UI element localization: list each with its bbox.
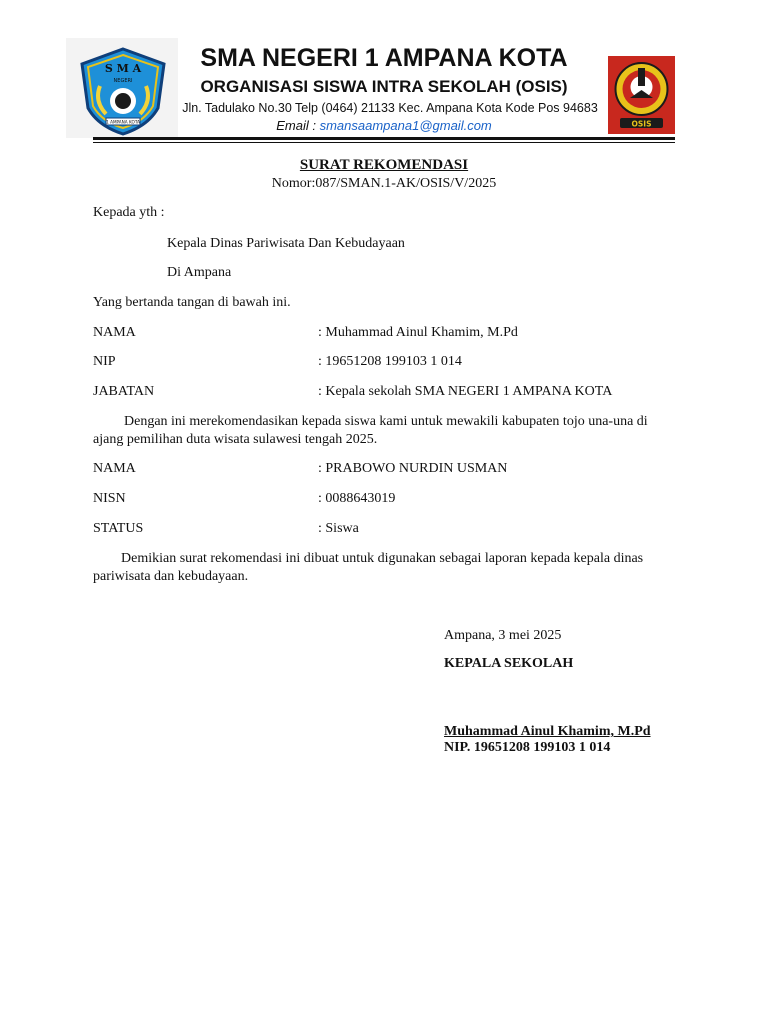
signer-name: Muhammad Ainul Khamim, M.Pd bbox=[444, 724, 651, 739]
school-address: Jln. Tadulako No.30 Telp (0464) 21133 Kec. Ampana Kota Kode Pos 94683 bbox=[182, 101, 598, 115]
header-rule-thin bbox=[93, 142, 675, 143]
osis-logo bbox=[608, 56, 675, 134]
student-field-label: STATUS bbox=[93, 521, 144, 536]
statement-line-2: ajang pemilihan duta wisata sulawesi tengah 2025. bbox=[93, 432, 378, 447]
svg-text:1 AMPANA KOTA: 1 AMPANA KOTA bbox=[106, 119, 140, 125]
organization-name: ORGANISASI SISWA INTRA SEKOLAH (OSIS) bbox=[200, 77, 568, 96]
signer-field-value: : Muhammad Ainul Khamim, M.Pd bbox=[318, 325, 518, 340]
school-name: SMA NEGERI 1 AMPANA KOTA bbox=[200, 44, 568, 72]
svg-text:S M A: S M A bbox=[104, 62, 142, 75]
letter-title: SURAT REKOMENDASI bbox=[299, 157, 469, 173]
signer-field-value: : 19651208 199103 1 014 bbox=[318, 354, 462, 369]
osis-emblem-icon bbox=[608, 56, 675, 134]
place-date: Ampana, 3 mei 2025 bbox=[444, 628, 562, 643]
header-rule-thick bbox=[93, 137, 675, 140]
school-emblem-icon bbox=[78, 46, 168, 136]
student-field-value: : 0088643019 bbox=[318, 491, 396, 506]
student-field-value: : PRABOWO NURDIN USMAN bbox=[318, 461, 508, 476]
signer-position: KEPALA SEKOLAH bbox=[444, 656, 574, 671]
to-place: Di Ampana bbox=[167, 265, 232, 280]
svg-text:OSIS: OSIS bbox=[631, 119, 652, 129]
signer-field-label: JABATAN bbox=[93, 384, 155, 399]
student-field-label: NAMA bbox=[93, 461, 136, 476]
signer-nip: NIP. 19651208 199103 1 014 bbox=[444, 740, 611, 755]
intro-text: Yang bertanda tangan di bawah ini. bbox=[93, 295, 291, 310]
student-field-value: : Siswa bbox=[318, 521, 359, 536]
closing-line-2: pariwisata dan kebudayaan. bbox=[93, 569, 249, 584]
to-recipient: Kepala Dinas Pariwisata Dan Kebudayaan bbox=[167, 236, 405, 251]
svg-text:NEGERI: NEGERI bbox=[113, 78, 133, 84]
letter-number: Nomor:087/SMAN.1-AK/OSIS/V/2025 bbox=[271, 176, 497, 191]
school-logo bbox=[66, 38, 178, 138]
school-email-line bbox=[180, 118, 588, 133]
statement-line-1: Dengan ini merekomendasikan kepada siswa kami untuk mewakili kabupaten tojo una-una di bbox=[124, 414, 648, 429]
to-label: Kepada yth : bbox=[93, 205, 165, 220]
email-address: smansaampana1@gmail.com bbox=[319, 118, 492, 133]
closing-line-1: Demikian surat rekomendasi ini dibuat untuk digunakan sebagai laporan kepada kepala dinas bbox=[121, 551, 644, 566]
email-label: Email : bbox=[276, 118, 316, 133]
signer-field-label: NIP bbox=[93, 354, 116, 369]
signer-field-value: : Kepala sekolah SMA NEGERI 1 AMPANA KOTA bbox=[318, 384, 613, 399]
signer-field-label: NAMA bbox=[93, 325, 136, 340]
student-field-label: NISN bbox=[93, 491, 126, 506]
